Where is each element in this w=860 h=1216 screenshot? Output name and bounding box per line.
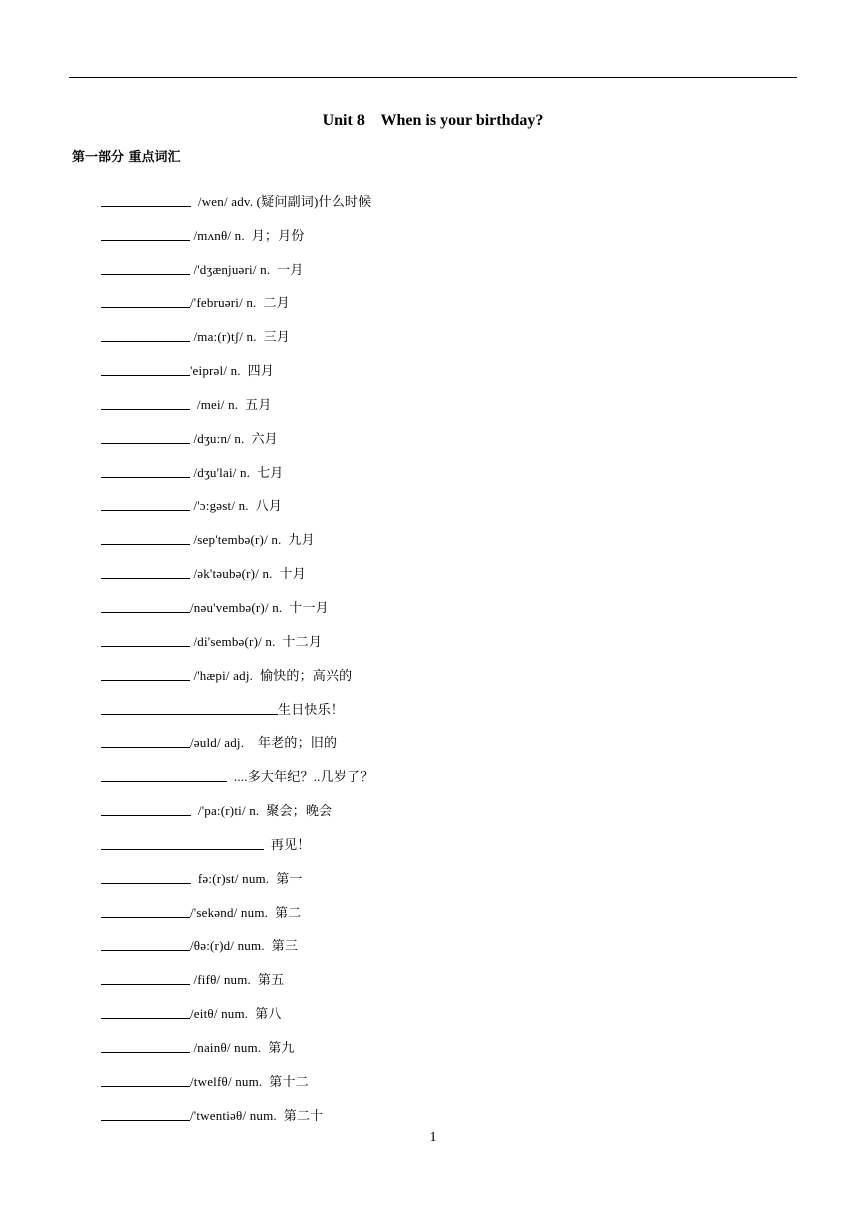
vocab-entry: /'dʒænjuəri/ n. 一月 [190,261,304,277]
answer-blank[interactable] [101,814,191,816]
vocab-item [101,584,373,618]
vocab-item [101,889,373,923]
answer-blank[interactable] [101,273,190,275]
vocab-item [101,550,373,584]
vocab-entry: /əuld/ adj. 年老的；旧的 [190,735,338,751]
answer-blank[interactable] [101,306,190,308]
vocab-entry: /nainθ/ num. 第九 [190,1039,295,1055]
vocab-entry: ....多大年纪？..几岁了？ [227,769,374,785]
vocab-item [101,449,373,483]
vocab-entry: /ək'təubə(r)/ n. 十月 [190,566,306,582]
section-heading: 第一部分 重点词汇 [72,150,181,165]
vocab-entry: /θə:(r)d/ num. 第三 [190,938,299,954]
vocab-entry: /twelfθ/ num. 第十二 [190,1073,309,1089]
answer-blank[interactable] [101,679,190,681]
vocab-entry: /mei/ n. 五月 [190,396,272,412]
vocab-entry: /nəu'vembə(r)/ n. 十一月 [190,599,329,615]
vocab-entry: /'ɔ:gəst/ n. 八月 [190,498,283,514]
vocab-entry: /dʒu'lai/ n. 七月 [190,464,284,480]
answer-blank[interactable] [101,408,190,410]
vocab-item [101,990,373,1024]
vocab-item [101,956,373,990]
vocab-entry: /'februəri/ n. 二月 [190,295,290,311]
vocab-entry: /'hæpi/ adj. 愉快的；高兴的 [190,667,353,683]
answer-blank[interactable] [101,239,190,241]
vocab-entry: /di'sembə(r)/ n. 十二月 [190,633,323,649]
vocab-item [101,381,373,415]
vocab-item [101,753,373,787]
vocab-entry: /ma:(r)tʃ/ n. 三月 [190,329,290,345]
answer-blank[interactable] [101,645,190,647]
answer-blank[interactable] [101,746,190,748]
answer-blank[interactable] [101,1085,190,1087]
answer-blank[interactable] [101,949,190,951]
vocab-item [101,855,373,889]
vocab-entry: /fifθ/ num. 第五 [190,972,285,988]
answer-blank[interactable] [101,476,190,478]
answer-blank[interactable] [101,780,227,782]
vocab-entry: /dʒu:n/ n. 六月 [190,430,278,446]
vocab-entry: fə:(r)st/ num. 第一 [191,870,303,886]
vocab-item [101,280,373,314]
vocab-item [101,483,373,517]
vocab-entry: /mʌnθ/ n. 月；月份 [190,227,305,243]
vocab-entry: 生日快乐！ [278,701,345,717]
vocab-entry: /'twentiəθ/ num. 第二十 [190,1107,324,1123]
answer-blank[interactable] [101,983,190,985]
vocab-item [101,618,373,652]
answer-blank[interactable] [101,1119,190,1121]
vocab-item [101,1024,373,1058]
vocab-item [101,212,373,246]
page-title: Unit 8 When is your birthday? [322,112,544,129]
answer-blank[interactable] [101,340,190,342]
vocab-entry: /'sekənd/ num. 第二 [190,904,302,920]
vocab-item [101,1058,373,1092]
answer-blank[interactable] [101,916,190,918]
header-rule [69,77,797,78]
vocab-item [101,923,373,957]
answer-blank[interactable] [101,1051,190,1053]
answer-blank[interactable] [101,509,190,511]
answer-blank[interactable] [101,1017,190,1019]
answer-blank[interactable] [101,848,264,850]
answer-blank[interactable] [101,374,190,376]
vocab-item [101,720,373,754]
vocab-entry: 再见！ [264,836,311,852]
vocab-item [101,246,373,280]
vocab-item [101,652,373,686]
answer-blank[interactable] [101,543,190,545]
answer-blank[interactable] [101,611,190,613]
vocab-item [101,1092,373,1126]
vocab-entry: 'eiprəl/ n. 四月 [190,363,275,379]
answer-blank[interactable] [101,577,190,579]
vocab-item [101,415,373,449]
vocab-entry: /'pa:(r)ti/ n. 聚会；晚会 [191,803,333,819]
vocab-item [101,516,373,550]
vocab-entry: /wen/ adv. (疑问副词)什么时候 [191,193,372,209]
vocab-item [101,347,373,381]
answer-blank[interactable] [101,882,191,884]
vocab-item [101,821,373,855]
vocab-item [101,686,373,720]
answer-blank[interactable] [101,442,190,444]
vocab-item [101,313,373,347]
vocab-entry: /sep'tembə(r)/ n. 九月 [190,532,315,548]
vocab-item [101,178,373,212]
page-number: 1 [429,1130,437,1145]
answer-blank[interactable] [101,205,191,207]
vocab-entry: /eitθ/ num. 第八 [190,1006,282,1022]
vocab-item [101,787,373,821]
vocab-list [101,178,373,1126]
answer-blank[interactable] [101,713,278,715]
